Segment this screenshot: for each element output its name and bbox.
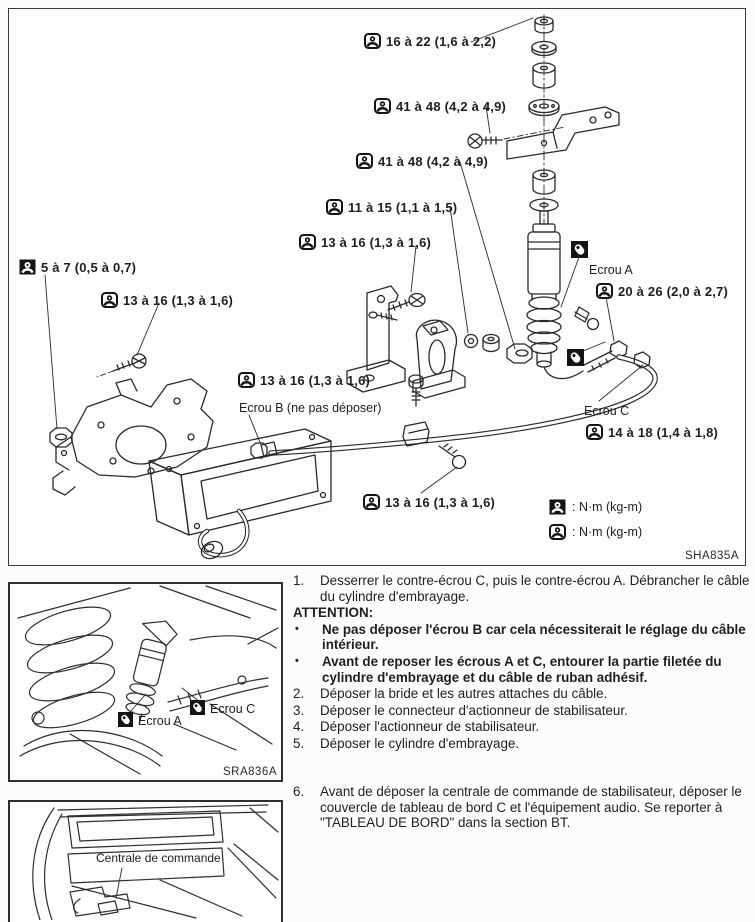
- locknut: [507, 344, 532, 363]
- top-nut: [535, 17, 553, 33]
- instruction-step: 4. Déposer l'actionneur de stabilisateur.: [293, 719, 540, 735]
- procedure-step-6: [293, 784, 755, 832]
- torque-label: 11 à 15 (1,1 à 1,5): [326, 199, 457, 215]
- leader-lines: [130, 688, 200, 712]
- stabilizer-actuator: [527, 211, 561, 367]
- screw: [369, 312, 397, 320]
- torque-label: 13 à 16 (1,3 à 1,6): [101, 292, 233, 308]
- legend-torque-filled: : N·m (kg-m): [549, 499, 642, 515]
- instruction-step: 6. Avant de déposer la centrale de commande de stabilisateur, déposer le couvercle de tableau de bord C et l'équipement audio. Se reporter à "TABLEAU DE BORD" dans la section BT.: [293, 784, 742, 831]
- legend-torque-open: : N·m (kg-m): [549, 524, 642, 540]
- adhesive-tape-icon: [567, 349, 584, 366]
- torque-label: 13 à 16 (1,3 à 1,6): [363, 494, 495, 510]
- attention-heading: ATTENTION:: [293, 605, 374, 621]
- control-unit-installed: [70, 887, 130, 916]
- torque-label: 13 à 16 (1,3 à 1,6): [299, 234, 431, 250]
- torque-label: 41 à 48 (4,2 à 4,9): [374, 98, 506, 114]
- stabilizer-bar: [20, 731, 162, 766]
- leader-line: [116, 868, 122, 898]
- torque-wrench-icon: [299, 234, 316, 250]
- illustration-dashboard-panel: [8, 800, 283, 922]
- bracket-plate: [53, 379, 213, 495]
- illustration-underbody-panel: [8, 582, 283, 782]
- instruction-step: 5. Déposer le cylindre d'embrayage.: [293, 735, 520, 751]
- figure-code: SHA835A: [684, 550, 739, 562]
- torque-wrench-icon: [364, 33, 381, 49]
- photo2-label-centrale: Centrale de commande: [96, 851, 221, 865]
- part-label-ecrou-b: Ecrou B (ne pas déposer): [239, 401, 382, 415]
- torque-wrench-icon: [363, 494, 380, 510]
- coil-spring: [22, 599, 119, 735]
- ball-stud: [575, 307, 599, 330]
- washer: [465, 335, 478, 348]
- instruction-step: 2. Déposer la bride et les autres attaches du câble.: [293, 686, 608, 702]
- underbody-illustration-art: [10, 584, 279, 778]
- torque-label: 5 à 7 (0,5 à 0,7): [19, 259, 136, 275]
- torque-wrench-icon: [101, 292, 118, 308]
- instruction-step: 1. Desserrer le contre-écrou C, puis le contre-écrou A. Débrancher le câble du cylindre d'embrayage.: [293, 573, 750, 604]
- clamp-screw: [439, 444, 466, 469]
- photo1-label-ecrou-a: Ecrou A: [138, 714, 182, 728]
- mounting-bracket: [507, 107, 619, 159]
- nut: [483, 335, 499, 352]
- procedure-steps: [293, 573, 755, 753]
- torque-wrench-filled-icon: [549, 499, 566, 515]
- photo1-label-ecrou-c: Ecrou C: [210, 702, 256, 716]
- adhesive-tape-icon: [118, 712, 133, 727]
- bolt: [97, 354, 146, 377]
- part-label-ecrou-a: Ecrou A: [589, 263, 633, 277]
- torque-label: 20 à 26 (2,0 à 2,7): [596, 283, 728, 299]
- torque-wrench-icon: [596, 283, 613, 299]
- torque-wrench-icon: [549, 524, 566, 540]
- torque-label: 16 à 22 (1,6 à 2,2): [364, 33, 496, 49]
- caution-item: • Avant de reposer les écrous A et C, entourer la partie filetée du cylindre d'embrayage et du câble de ruban adhésif.: [295, 653, 722, 685]
- torque-wrench-icon: [586, 424, 603, 440]
- torque-wrench-icon: [238, 372, 255, 388]
- torque-wrench-icon: [374, 98, 391, 114]
- instruction-step: 3. Déposer le connecteur d'actionneur de stabilisateur.: [293, 702, 628, 718]
- torque-label: 41 à 48 (4,2 à 4,9): [356, 153, 488, 169]
- bolt: [468, 127, 565, 148]
- torque-label: 14 à 18 (1,4 à 1,8): [586, 424, 718, 440]
- adhesive-tape-icon: [190, 700, 205, 715]
- exploded-diagram-panel: [8, 8, 746, 566]
- caution-item: • Ne pas déposer l'écrou B car cela nécessiterait le réglage du câble intérieur.: [295, 621, 746, 653]
- torque-label: 13 à 16 (1,3 à 1,6): [238, 372, 370, 388]
- adhesive-tape-icon: [571, 241, 588, 258]
- torque-wrench-icon: [326, 199, 343, 215]
- torque-wrench-filled-icon: [19, 259, 36, 275]
- figure-code: SRA836A: [222, 766, 277, 778]
- part-label-ecrou-c: Ecrou C: [584, 404, 630, 418]
- dash-edge: [33, 808, 62, 920]
- torque-wrench-icon: [356, 153, 373, 169]
